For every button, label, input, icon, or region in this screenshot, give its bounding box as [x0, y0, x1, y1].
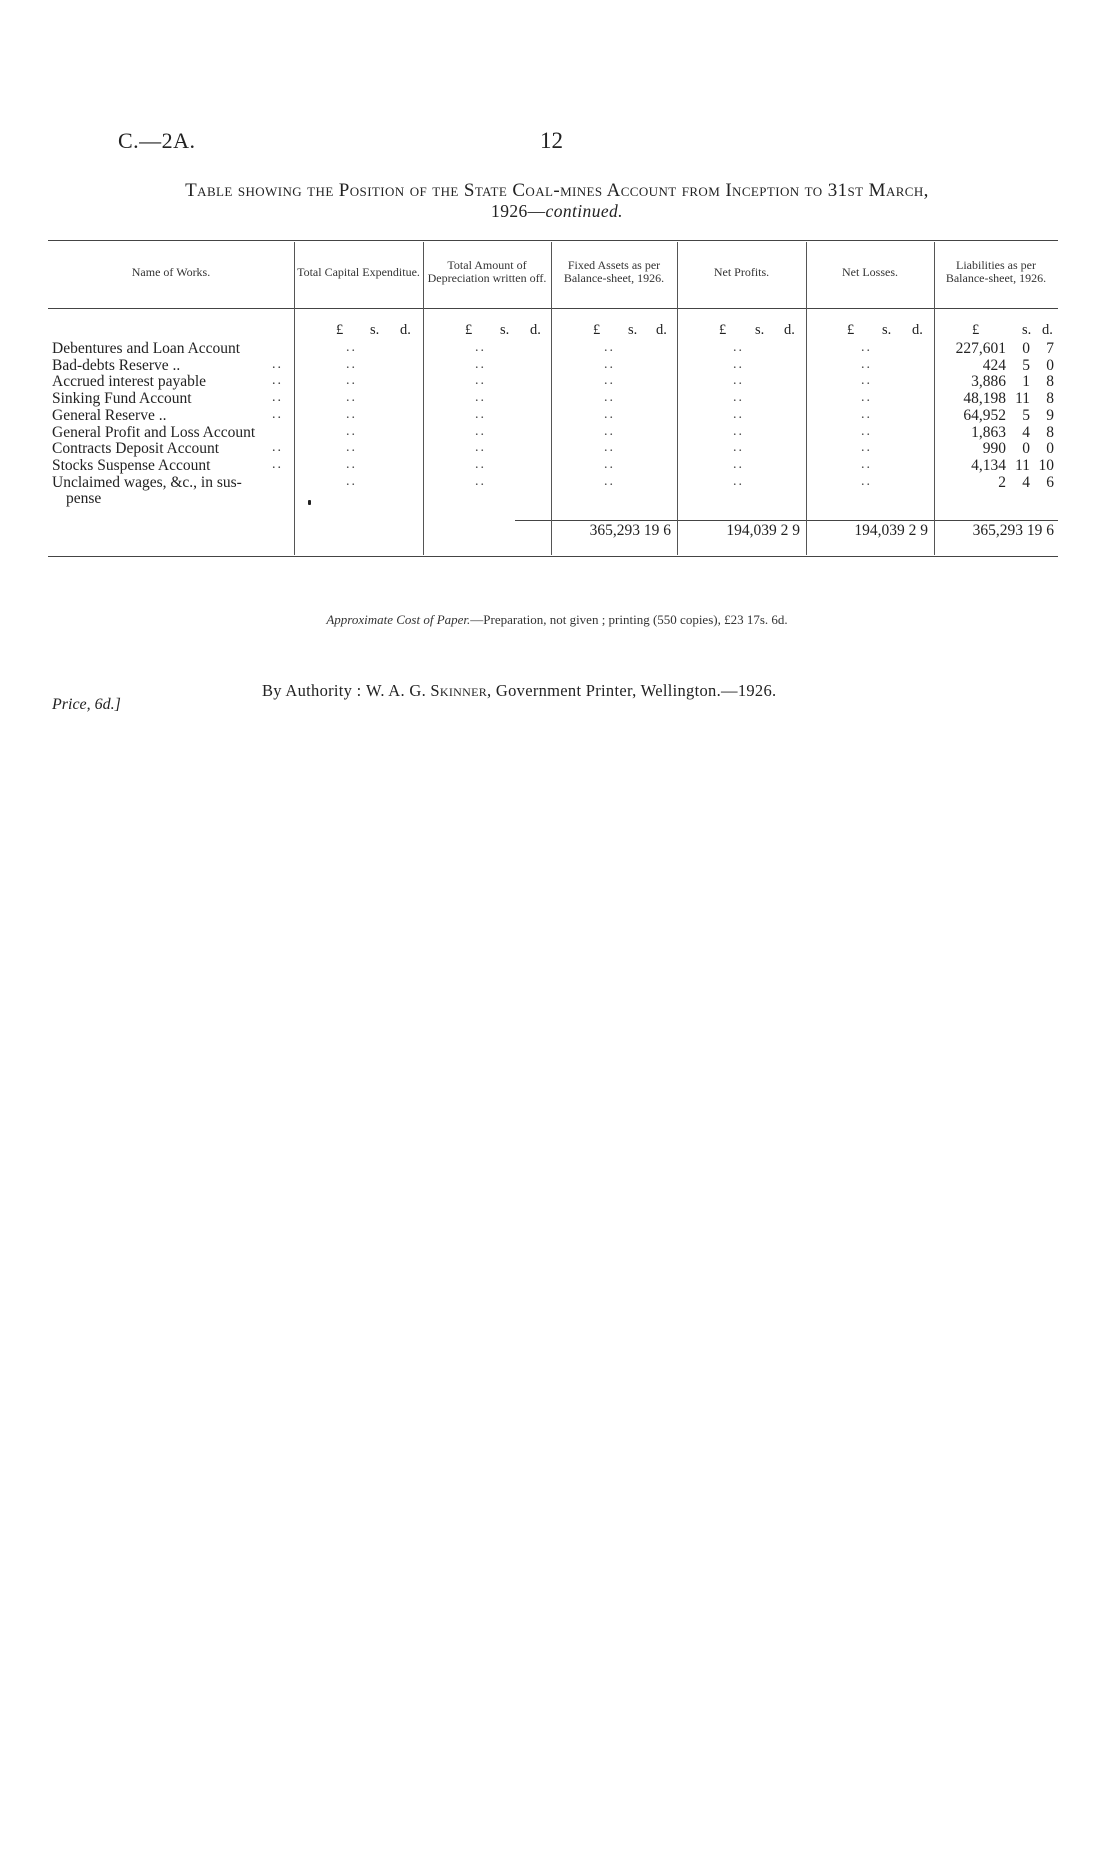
column-header-total-capital: Total Capital Expenditue. [297, 264, 420, 279]
column-header-net-losses: Net Losses. [842, 264, 898, 279]
column-header-liabilities: Liabilities as per Balance-sheet, 1926. [945, 258, 1047, 285]
row-name: General Reserve .. [52, 407, 167, 424]
ink-speck [308, 500, 311, 505]
cost-of-paper-note [0, 612, 1114, 628]
row-name: Contracts Deposit Account [52, 440, 220, 457]
row-name: Accrued interest payable [52, 373, 207, 390]
empty-cell-dots: .. [861, 340, 872, 355]
row-leader-dots: .. [272, 390, 283, 405]
empty-cell-dots: .. [733, 474, 744, 489]
row-name: Bad-debts Reserve .. [52, 357, 181, 374]
empty-cell-dots: .. [475, 440, 486, 455]
empty-cell-dots: .. [733, 390, 744, 405]
empty-cell-dots: .. [475, 357, 486, 372]
empty-cell-dots: .. [733, 440, 744, 455]
unit-pence: d. [784, 322, 795, 338]
row-name: Sinking Fund Account [52, 390, 192, 407]
row-name: pense [66, 490, 102, 507]
liability-shillings: 1 [1022, 373, 1030, 390]
liability-pence: 9 [1046, 407, 1054, 424]
column-header-depreciation: Total Amount of Depreciation written off. [427, 258, 547, 285]
unit-shillings: s. [882, 322, 892, 338]
empty-cell-dots: .. [346, 373, 357, 388]
liability-pounds: 64,952 [963, 407, 1006, 424]
cost-text: —Preparation, not given ; printing (550 copies), £23 17s. 6d. [470, 612, 788, 627]
cost-label: Approximate Cost of Paper. [326, 612, 471, 627]
empty-cell-dots: .. [733, 424, 744, 439]
liability-pence: 8 [1046, 424, 1054, 441]
liability-pounds: 1,863 [971, 424, 1006, 441]
empty-cell-dots: .. [861, 457, 872, 472]
empty-cell-dots: .. [604, 357, 615, 372]
empty-cell-dots: .. [475, 457, 486, 472]
unit-pence: d. [656, 322, 667, 338]
title-suffix: continued. [545, 201, 623, 221]
total-net-losses: 194,039 2 9 [854, 522, 928, 539]
unit-pence: d. [912, 322, 923, 338]
liability-shillings: 4 [1022, 424, 1030, 441]
empty-cell-dots: .. [604, 340, 615, 355]
printer-name: W. A. G. Skinner [365, 681, 488, 700]
empty-cell-dots: .. [475, 407, 486, 422]
liability-pounds: 227,601 [955, 340, 1006, 357]
empty-cell-dots: .. [475, 390, 486, 405]
empty-cell-dots: .. [346, 357, 357, 372]
empty-cell-dots: .. [346, 340, 357, 355]
row-leader-dots: .. [272, 357, 283, 372]
liability-pence: 0 [1046, 440, 1054, 457]
unit-pound: £ [465, 322, 473, 338]
liability-pounds: 2 [998, 474, 1006, 491]
page-header [0, 128, 1114, 158]
row-name: Debentures and Loan Account [52, 340, 241, 357]
unit-shillings: s. [628, 322, 638, 338]
empty-cell-dots: .. [861, 390, 872, 405]
authority-suffix: , Government Printer, Wellington.—1926. [487, 681, 777, 700]
liability-pence: 10 [1038, 457, 1054, 474]
empty-cell-dots: .. [604, 424, 615, 439]
unit-shillings: s. [500, 322, 510, 338]
liability-pence: 8 [1046, 373, 1054, 390]
liability-pence: 8 [1046, 390, 1054, 407]
empty-cell-dots: .. [475, 474, 486, 489]
empty-cell-dots: .. [475, 424, 486, 439]
unit-shillings: s. [755, 322, 765, 338]
empty-cell-dots: .. [346, 390, 357, 405]
empty-cell-dots: .. [861, 440, 872, 455]
empty-cell-dots: .. [733, 357, 744, 372]
authority-prefix: By Authority : [262, 681, 362, 700]
page-number: 12 [540, 128, 563, 153]
empty-cell-dots: .. [861, 474, 872, 489]
document-reference: C.—2A. [118, 128, 196, 153]
liability-pence: 7 [1046, 340, 1054, 357]
column-header-fixed-assets: Fixed Assets as per Balance-sheet, 1926. [563, 258, 665, 285]
liability-shillings: 4 [1022, 474, 1030, 491]
liability-pounds: 48,198 [963, 390, 1006, 407]
authority-line [262, 681, 776, 701]
title-year: 1926— [491, 201, 546, 221]
empty-cell-dots: .. [346, 474, 357, 489]
empty-cell-dots: .. [861, 373, 872, 388]
empty-cell-dots: .. [475, 340, 486, 355]
liability-pounds: 3,886 [971, 373, 1006, 390]
unit-shillings: s. [370, 322, 380, 338]
row-leader-dots: .. [272, 440, 283, 455]
unit-pound: £ [719, 322, 727, 338]
liability-pounds: 424 [982, 357, 1006, 374]
liability-shillings: 5 [1022, 407, 1030, 424]
empty-cell-dots: .. [861, 407, 872, 422]
liability-pence: 0 [1046, 357, 1054, 374]
empty-cell-dots: .. [861, 424, 872, 439]
total-fixed-assets: 365,293 19 6 [589, 522, 671, 539]
title-lead-word: Table [185, 180, 233, 201]
empty-cell-dots: .. [604, 474, 615, 489]
total-net-profits: 194,039 2 9 [726, 522, 800, 539]
empty-cell-dots: .. [604, 390, 615, 405]
table-top-rule [48, 240, 1058, 241]
header-rule [48, 308, 1058, 309]
liability-shillings: 11 [1015, 390, 1030, 407]
column-header-name-of-works: Name of Works. [131, 264, 211, 279]
unit-pound: £ [336, 322, 344, 338]
empty-cell-dots: .. [346, 407, 357, 422]
unit-pence: d. [400, 322, 411, 338]
liability-shillings: 11 [1015, 457, 1030, 474]
empty-cell-dots: .. [604, 373, 615, 388]
title-main: showing the Position of the State Coal-mines Account from Inception to 31st March, [232, 180, 929, 201]
empty-cell-dots: .. [346, 440, 357, 455]
empty-cell-dots: .. [604, 440, 615, 455]
table-title [70, 180, 1044, 222]
empty-cell-dots: .. [861, 357, 872, 372]
row-name: Unclaimed wages, &c., in sus- [52, 474, 242, 491]
unit-pound: £ [972, 322, 980, 338]
column-header-net-profits: Net Profits. [713, 264, 770, 279]
unit-pound: £ [593, 322, 601, 338]
totals-rule [515, 520, 1058, 521]
unit-pence: d. [530, 322, 541, 338]
row-leader-dots: .. [272, 457, 283, 472]
empty-cell-dots: .. [733, 407, 744, 422]
unit-pound: £ [847, 322, 855, 338]
unit-pence: d. [1042, 322, 1053, 338]
empty-cell-dots: .. [346, 457, 357, 472]
liability-pounds: 990 [982, 440, 1006, 457]
empty-cell-dots: .. [733, 457, 744, 472]
total-liabilities: 365,293 19 6 [972, 522, 1054, 539]
table-bottom-rule [48, 556, 1058, 557]
row-leader-dots: .. [272, 407, 283, 422]
row-name: Stocks Suspense Account [52, 457, 211, 474]
price-note: Price, 6d.] [52, 696, 121, 713]
liability-pounds: 4,134 [971, 457, 1006, 474]
row-leader-dots: .. [272, 373, 283, 388]
liability-shillings: 0 [1022, 440, 1030, 457]
empty-cell-dots: .. [475, 373, 486, 388]
empty-cell-dots: .. [346, 424, 357, 439]
unit-shillings: s. [1022, 322, 1032, 338]
liability-shillings: 5 [1022, 357, 1030, 374]
empty-cell-dots: .. [733, 340, 744, 355]
row-name: General Profit and Loss Account [52, 424, 256, 441]
liability-shillings: 0 [1022, 340, 1030, 357]
empty-cell-dots: .. [604, 457, 615, 472]
empty-cell-dots: .. [733, 373, 744, 388]
empty-cell-dots: .. [604, 407, 615, 422]
liability-pence: 6 [1046, 474, 1054, 491]
